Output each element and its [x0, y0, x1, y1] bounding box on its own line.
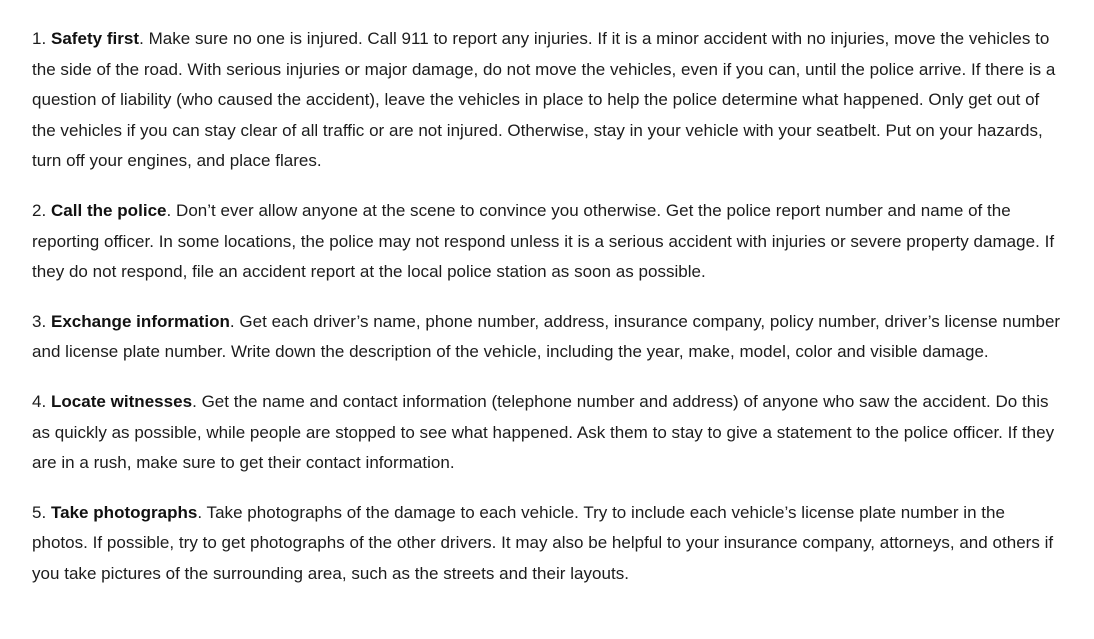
step-5-paragraph [32, 498, 1064, 590]
step-4-paragraph [32, 387, 1064, 479]
step-1-number: 1. [32, 29, 47, 48]
step-2-text: . Don’t ever allow anyone at the scene to convince you otherwise. Get the police report number and name of the reporting officer. In some locations, the police may not respond unless it is a serious accident with injuries or severe property damage. If they do not respond, file an accident report at the local police station as soon as possible. [32, 200, 1055, 282]
step-1-title: Safety first [50, 29, 140, 48]
step-5-number: 5. [32, 502, 47, 522]
step-5-text: . Take photographs of the damage to each vehicle. Try to include each vehicle’s license plate number in the photos. If possible, try to get photographs of the other drivers. It may also be helpful to your insurance company, attorneys, and others if you take pictures of the surrounding area, such as the streets and their layouts. [32, 502, 1054, 583]
step-3-paragraph [32, 307, 1064, 368]
step-4-title: Locate witnesses [50, 391, 193, 411]
step-3-number: 3. [32, 311, 47, 331]
step-2-number: 2. [32, 200, 47, 220]
step-3-title: Exchange information [50, 311, 230, 331]
step-2-paragraph [32, 196, 1064, 288]
step-1-paragraph [32, 24, 1064, 177]
step-5-title: Take photographs [50, 502, 198, 522]
step-3-text: . Get each driver’s name, phone number, address, insurance company, policy number, driver’s license number and license plate number. Write down the description of the vehicle, including the year, make, model, color and visible damage. [32, 311, 1061, 362]
step-4-text: . Get the name and contact information (telephone number and address) of anyone who saw the accident. Do this as quickly as possible, while people are stopped to see what happened. Ask them to stay to give a statement to the police officer. If they are in a rush, make sure to get their contact information. [32, 391, 1055, 473]
step-1-text: . Make sure no one is injured. Call 911 to report any injuries. If it is a minor accident with no injuries, move the vehicles to the side of the road. With serious injuries or major damage, do not move the vehicles, even if you can, until the police arrive. If there is a question of liability (who caused the accident), leave the vehicles in place to help the police determine what happened. Only get out of the vehicles if you can stay clear of all traffic or are not injured. Otherwise, stay in your vehicle with your seatbelt. Put on your hazards, turn off your engines, and place flares. [32, 29, 1056, 171]
step-4-number: 4. [32, 391, 47, 411]
step-2-title: Call the police [50, 200, 167, 220]
